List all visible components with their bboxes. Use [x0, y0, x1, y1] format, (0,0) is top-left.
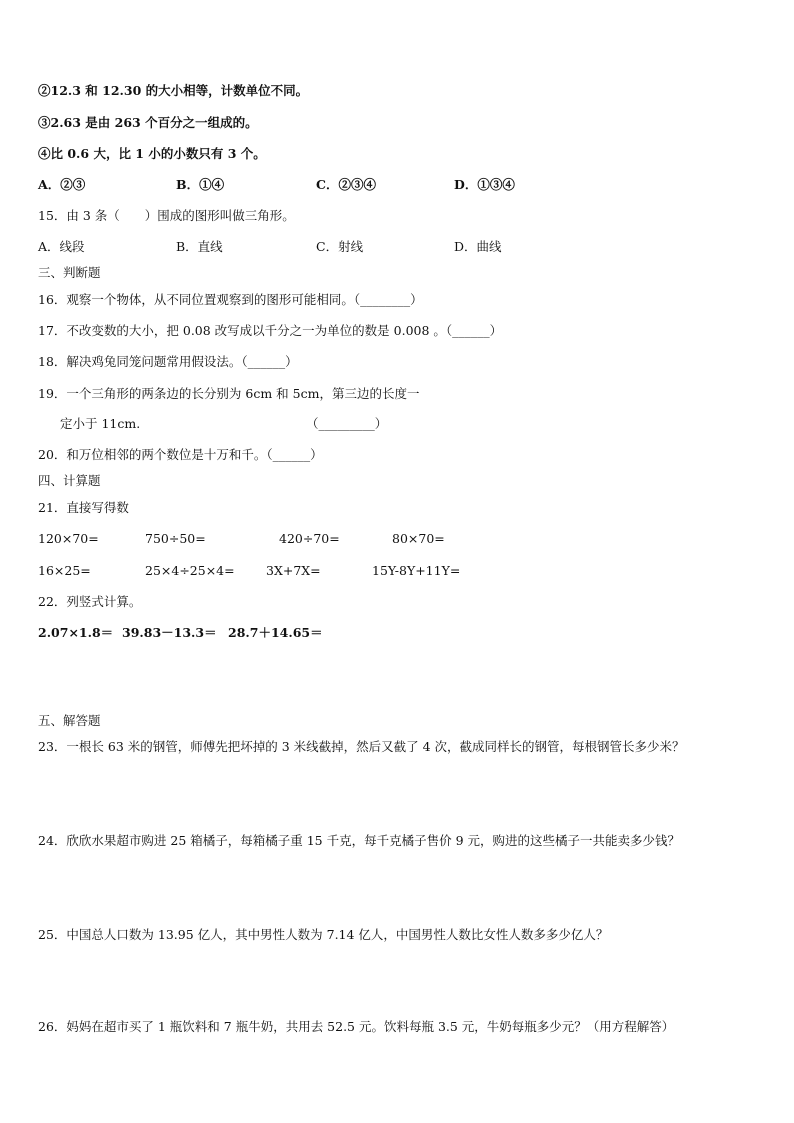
calc-item: 750÷50= — [145, 531, 206, 546]
section4-heading: 四、计算题 — [38, 473, 101, 488]
calc-item: 420÷70= — [279, 531, 340, 546]
calc-item: 25×4÷25×4= — [145, 563, 235, 578]
q24-text: 24．欣欣水果超市购进 25 箱橘子，每箱橘子重 15 千克，每千克橘子售价 9 元，购进的这些橘子一共能卖多少钱？ — [38, 833, 681, 848]
vertical-calc-item: 39.83－13.3＝ — [122, 625, 217, 640]
q26-text: 26．妈妈在超市买了 1 瓶饮料和 7 瓶牛奶，共用去 52.5 元。饮料每瓶 3.5 元，牛奶每瓶多少元？（用方程解答） — [38, 1019, 675, 1034]
calc-item: 3X+7X= — [266, 563, 321, 578]
q19-line2: 定小于 11cm. — [60, 416, 141, 431]
calc-item: 80×70= — [392, 531, 445, 546]
calc-item: 15Y-8Y+11Y= — [372, 563, 461, 578]
q18-text: 18．解决鸡兔同笼问题常用假设法。（______） — [38, 354, 298, 369]
q14-option-d: D．①③④ — [454, 177, 515, 192]
q14-option-a: A．②③ — [38, 177, 86, 192]
q20-text: 20．和万位相邻的两个数位是十万和千。（______） — [38, 447, 323, 462]
q16-text: 16．观察一个物体，从不同位置观察到的图形可能相同。（________） — [38, 292, 423, 307]
section3-heading: 三、判断题 — [38, 265, 101, 280]
q15-option-c: C．射线 — [316, 239, 364, 254]
q25-text: 25．中国总人口数为 13.95 亿人，其中男性人数为 7.14 亿人，中国男性人数比女性人数多多少亿人？ — [38, 927, 609, 942]
q14-item2: ②12.3 和 12.30 的大小相等，计数单位不同。 — [38, 83, 309, 98]
q14-item3: ③2.63 是由 263 个百分之一组成的。 — [38, 115, 258, 130]
q17-text: 17．不改变数的大小，把 0.08 改写成以千分之一为单位的数是 0.008 。（______） — [38, 323, 503, 338]
q15-option-a: A．线段 — [38, 239, 85, 254]
calc-item: 16×25= — [38, 563, 91, 578]
q14-item4: ④比 0.6 大，比 1 小的小数只有 3 个。 — [38, 146, 266, 161]
q15-option-b: B．直线 — [176, 239, 223, 254]
q23-text: 23．一根长 63 米的钢管，师傅先把坏掉的 3 米线截掉，然后又截了 4 次，截成同样长的钢管，每根钢管长多少米？ — [38, 739, 685, 754]
vertical-calc-item: 2.07×1.8＝ — [38, 625, 114, 640]
q15-text: 15．由 3 条（ ）围成的图形叫做三角形。 — [38, 208, 295, 223]
q15-option-d: D．曲线 — [454, 239, 502, 254]
calc-item: 120×70= — [38, 531, 99, 546]
q14-option-c: C．②③④ — [316, 177, 376, 192]
q22-text: 22．列竖式计算。 — [38, 594, 142, 609]
section5-heading: 五、解答题 — [38, 713, 101, 728]
q19-blank: （_________） — [306, 416, 388, 431]
q21-text: 21．直接写得数 — [38, 500, 129, 515]
vertical-calc-item: 28.7＋14.65＝ — [228, 625, 323, 640]
q19-line1: 19．一个三角形的两条边的长分别为 6cm 和 5cm，第三边的长度一 — [38, 386, 420, 401]
q14-option-b: B．①④ — [176, 177, 225, 192]
